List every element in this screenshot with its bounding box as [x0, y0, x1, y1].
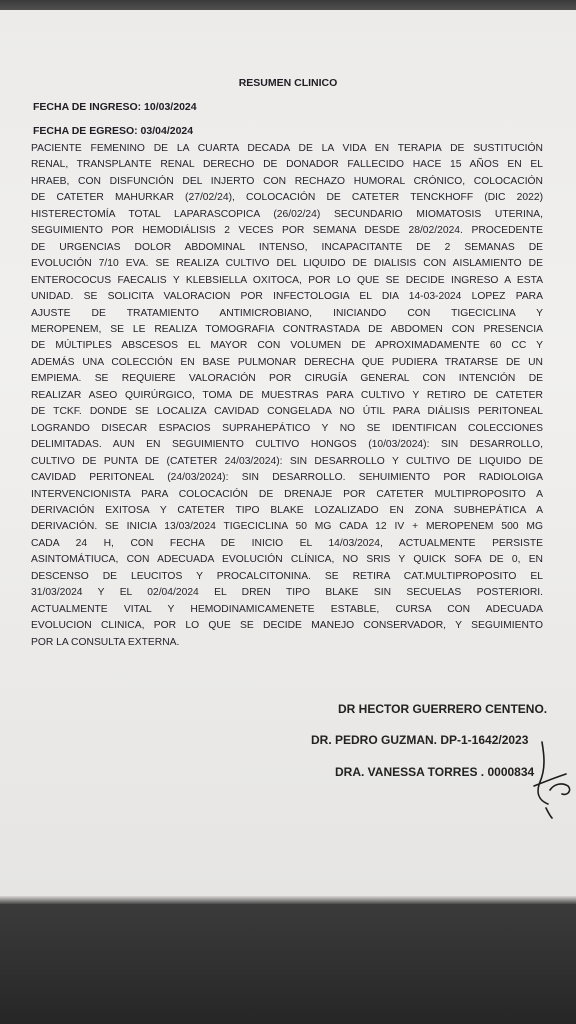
- body-line: 31/03/2024 Y EL 02/04/2024 EL DREN TIPO BLAKE SIN SECUELAS POSTERIORI.: [31, 587, 543, 599]
- body-line: DE CATETER MAHURKAR (27/02/24), COLOCACIÓN DE CATETER TENCKHOFF (DIC 2022): [31, 192, 543, 204]
- body-line: INTERVENCIONISTA PARA COLOCACIÓN DE DRENAJE POR CATETER MULTIPROPOSITO A: [31, 488, 543, 500]
- body-line: CADA 24 H, CON FECHA DE INICIO EL 14/03/2024, ACTUALMENTE PERSISTE: [31, 537, 543, 549]
- body-line: DERIVACIÓN EXITOSA Y CATETER TIPO BLAKE LOZALIZADO EN ZONA SUBHEPÁTICA A: [31, 504, 543, 516]
- body-line: REALIZAR ASEO QUIRÚRGICO, TOMA DE MUESTRAS PARA CULTIVO Y RETIRO DE CATETER: [31, 389, 543, 401]
- body-line: RENAL, TRANSPLANTE RENAL DERECHO DE DONADOR FALLECIDO HACE 15 AÑOS EN EL: [31, 159, 543, 171]
- background-below-page: [0, 904, 576, 1024]
- body-line: LOGRANDO DISECAR ESPACIOS SUPRAHEPÁTICO Y NO SE IDENTIFICAN COLECCIONES: [31, 422, 543, 434]
- body-line: DERIVACIÓN. SE INICIA 13/03/2024 TIGECICLINA 50 MG CADA 12 IV + MEROPENEM 500 MG: [31, 521, 543, 533]
- body-line: DELIMITADAS. AUN EN SEGUIMIENTO CULTIVO HONGOS (10/03/2024): SIN DESARROLLO,: [31, 439, 543, 451]
- signature-line-1: DR HECTOR GUERRERO CENTENO.: [338, 702, 548, 716]
- body-line: EMPIEMA. SE REQUIERE VALORACIÓN POR CIRUGÍA GENERAL CON INTENCIÓN DE: [31, 373, 543, 385]
- body-line: MEROPENEM, SE LE REALIZA TOMOGRAFIA CONTRASTADA DE ABDOMEN CON PRESENCIA: [31, 323, 543, 335]
- body-line: EVOLUCIÓN 7/10 EVA. SE REALIZA CULTIVO DEL LIQUIDO DE DIALISIS CON AISLAMIENTO DE: [31, 258, 543, 270]
- body-line: DE MÚLTIPLES ABSCESOS EL MAYOR CON VOLUMEN DE APROXIMADAMENTE 60 CC Y: [31, 340, 543, 352]
- body-line: DE TCKF. DONDE SE LOCALIZA CAVIDAD CONGELADA NO ÚTIL PARA DIÁLISIS PERITONEAL: [31, 406, 543, 418]
- body-line: CULTIVO DE PUNTA DE (CATETER 24/03/2024): SIN DESARROLLO Y CULTIVO DE LIQUIDO DE: [31, 455, 543, 467]
- body-line: ACTUALMENTE VITAL Y HEMODINAMICAMENETE ESTABLE, CURSA CON ADECUADA: [31, 603, 543, 615]
- body-line: AJUSTE DE TRATAMIENTO ANTIMICROBIANO, INICIANDO CON TIGECICLINA Y: [31, 307, 543, 319]
- body-line: ASINTOMÁTIUCA, CON ADECUADA EVOLUCIÓN CLÍNICA, NO SRIS Y QUICK SOFA DE 0, EN: [31, 554, 543, 566]
- body-line: DESCENSO DE LEUCITOS Y PROCALCITONINA. SE RETIRA CAT.MULTIPROPOSITO EL: [31, 570, 543, 582]
- handwritten-signature-icon: [528, 738, 576, 820]
- clinical-summary-body: [31, 141, 543, 651]
- paper-bottom-edge: [0, 896, 576, 904]
- body-line: ADEMÁS UNA COLECCIÓN EN BASE PULMONAR DERECHA QUE PUDIERA TRATARSE DE UN: [31, 356, 543, 368]
- discharge-date: FECHA DE EGRESO: 03/04/2024: [33, 125, 194, 137]
- document-title: RESUMEN CLINICO: [238, 77, 338, 89]
- body-line: DE URGENCIAS DOLOR ABDOMINAL INTENSO, INCAPACITANTE DE 2 SEMANAS DE: [31, 241, 543, 253]
- body-line: ENTEROCOCUS FAECALIS Y KLEBSIELLA OXITOCA, POR LO QUE SE DECIDE INGRESO A ESTA: [31, 274, 543, 286]
- body-line: POR LA CONSULTA EXTERNA.: [31, 636, 180, 648]
- signature-line-2: DR. PEDRO GUZMAN. DP-1-1642/2023: [311, 733, 529, 747]
- admission-date: FECHA DE INGRESO: 10/03/2024: [33, 101, 197, 113]
- body-line: PACIENTE FEMENINO DE LA CUARTA DECADA DE LA VIDA EN TERAPIA DE SUSTITUCIÓN: [31, 143, 543, 154]
- body-line: SEGUIMIENTO POR HEMODIÁLISIS 2 VECES POR SEMANA DESDE 28/02/2024. PROCEDENTE: [31, 225, 543, 237]
- body-line: HRAEB, CON DISFUNCIÓN DEL INJERTO CON RECHAZO HUMORAL CRÓNICO, COLOCACIÓN: [31, 175, 543, 187]
- body-line: EVOLUCION CLINICA, POR LO QUE SE DECIDE MANEJO CONSERVADOR, Y SEGUIMIENTO: [31, 620, 543, 632]
- body-line: UNIDAD. SE SOLICITA VALORACION POR INFECTOLOGIA EL DIA 14-03-2024 LOPEZ PARA: [31, 291, 543, 303]
- body-line: HISTERECTOMÍA TOTAL LAPARASCOPICA (26/02/24) SECUNDARIO MIOMATOSIS UTERINA,: [31, 208, 543, 220]
- signature-line-3: DRA. VANESSA TORRES . 0000834: [335, 765, 535, 779]
- body-line: CAVIDAD PERITONEAL (24/03/2024): SIN DESARROLLO. SEHUIMIENTO POR RADIOLOIGA: [31, 472, 543, 484]
